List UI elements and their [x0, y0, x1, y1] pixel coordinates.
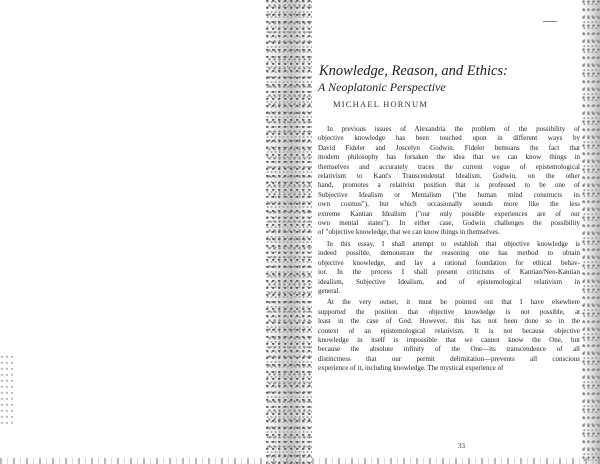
text-line: objective knowledge, and lay a rational foundation for ethical behav- — [318, 258, 580, 267]
text-line: general. — [318, 286, 341, 295]
text-line: ior. In the process I shall present criticisms of Kantian/Neo-Kantian — [318, 268, 580, 277]
blank-left-page — [0, 0, 270, 464]
book-gutter-shadow — [266, 0, 312, 464]
page-edge-shadow — [582, 0, 600, 464]
text-line: knowledge in itself is impossible that we cannot know the One, but — [318, 335, 580, 344]
text-line: least in the case of God. However, this has not been done so in the — [318, 317, 580, 326]
text-line: Subjective Idealism or Mentalism ("the human mind constructs its — [318, 190, 580, 199]
text-line: own mental states"). In either case, Godwin challenges the possibility — [318, 219, 580, 228]
text-line: David Fideler and Joscelyn Godwin. Fideler bemoans the fact that — [318, 143, 580, 152]
text-line: distinctness that our permit delimitation—prevents all conscious — [318, 354, 580, 363]
text-line: In this essay, I shall attempt to establish that objective knowledge is — [327, 239, 580, 248]
article-subtitle: A Neoplatonic Perspective — [318, 80, 446, 94]
text-line: modern philosophy has forsaken the idea that we can know things in — [318, 153, 580, 162]
scan-noise — [0, 355, 14, 425]
text-line: objective knowledge has been touched upon in different ways by — [318, 134, 580, 143]
text-line: indeed possible, demonstrate the reasoning one has method to obtain — [318, 249, 580, 258]
article-page — [318, 0, 580, 464]
text-line: idealism, Subjective Idealism, and of epistemological relativism in — [318, 277, 580, 286]
text-line: hand, promotes a relativist position that is professed to be one of — [318, 181, 580, 190]
text-line: themselves and accurately traces the current vogue of epistemological — [318, 162, 580, 171]
text-line: experience of it, including knowledge. The mystical experience of — [318, 364, 504, 373]
text-line: extreme Kantian Idealism ("our only possible experiences are of our — [318, 209, 580, 218]
article-author: MICHAEL HORNUM — [333, 99, 429, 109]
article-title: Knowledge, Reason, and Ethics: — [319, 63, 508, 79]
text-line: context of an epistemological relativism. It is not because objective — [318, 326, 580, 335]
paragraph — [318, 125, 580, 238]
paragraph — [318, 298, 580, 373]
text-line: own cosmos"), but which occasionally sounds more like the less — [318, 200, 580, 209]
paragraph — [318, 240, 580, 296]
text-line: because the absolute infinity of the One—its transcendence of all — [318, 345, 580, 354]
text-line: In previous issues of Alexandria the problem of the possibility of — [327, 125, 580, 133]
text-line: of "objective knowledge, that we can know things in themselves. — [318, 228, 500, 237]
text-line: At the very outset, it must be pointed out that I have elsewhere — [327, 298, 580, 307]
article-body — [318, 125, 580, 374]
text-line: relativism to Kant's Transcendental Idealism. Godwin, on the other — [318, 172, 580, 181]
page-number: 33 — [458, 442, 465, 450]
text-line: supported the position that objective knowledge is not possible, at — [318, 307, 580, 316]
